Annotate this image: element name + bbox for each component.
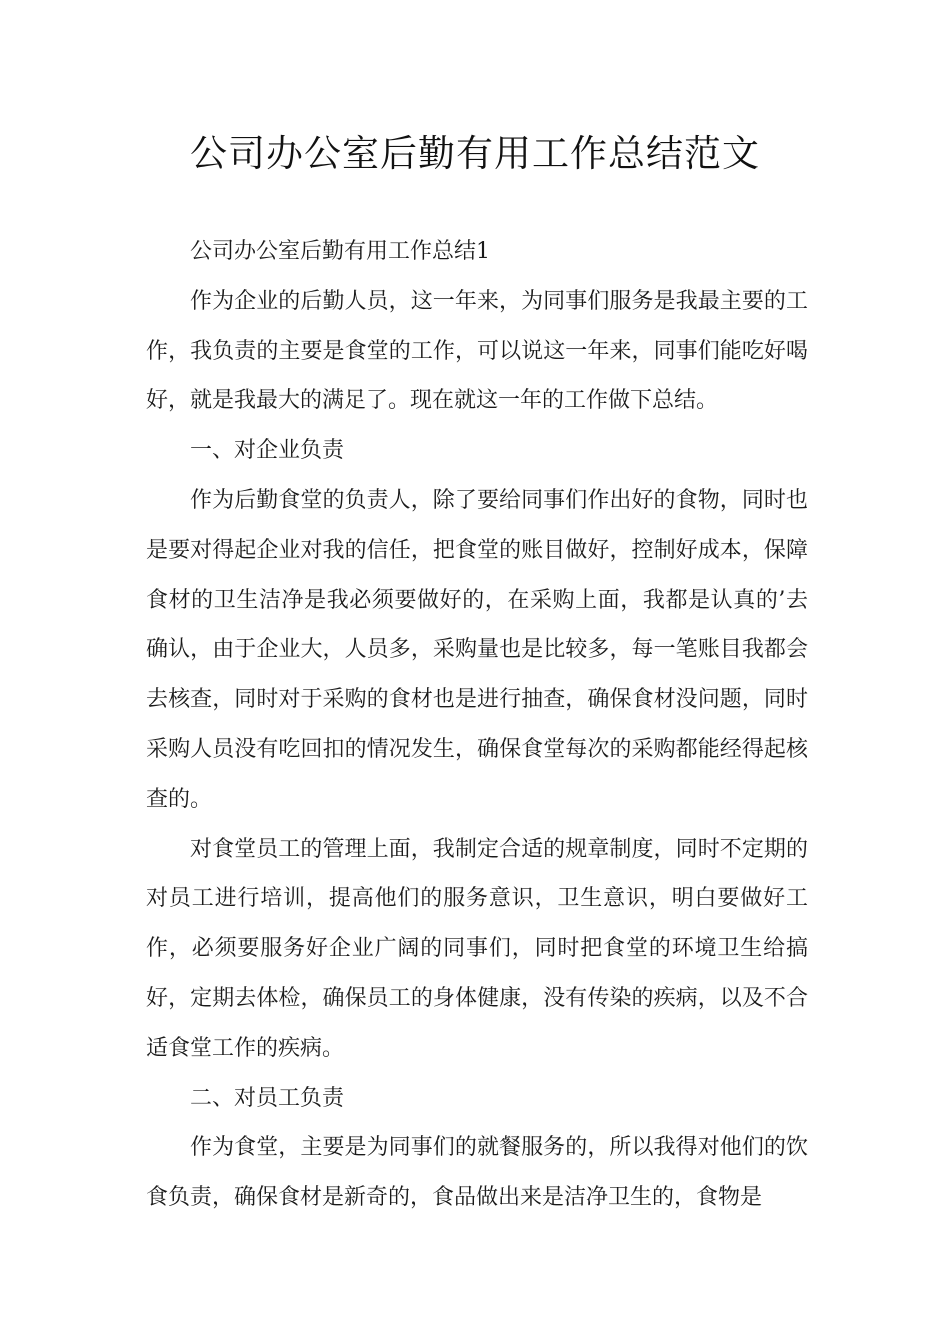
paragraph-heading-1: 一、对企业负责: [190, 438, 345, 464]
paragraph-body-1: 作为后勤食堂的负责人，除了要给同事们作出好的食物，同时也是要对得起企业对我的信任，把食堂的账目做好，控制好成本，保障食材的卫生洁净是我必须要做好的，在采购上面，我都是认真的’去确认，由于企业大，人员多，采购量也是比较多，每一笔账目我都会去核查，同时对于采购的食材也是进行抽查，确保食材没问题，同时采购人员没有吃回扣的情况发生，确保食堂每次的采购都能经得起核查的。: [146, 487, 808, 812]
paragraph-intro: 作为企业的后勤人员，这一年来，为同事们服务是我最主要的工作，我负责的主要是食堂的工作，可以说这一年来，同事们能吃好喝好，就是我最大的满足了。现在就这一年的工作做下总结。: [146, 288, 808, 414]
paragraph-body-3: 作为食堂，主要是为同事们的就餐服务的，所以我得对他们的饮食负责，确保食材是新奇的，食品做出来是洁净卫生的，食物是: [146, 1135, 808, 1211]
paragraph-section-heading: 公司办公室后勤有用工作总结1: [190, 239, 490, 264]
paragraph-heading-2: 二、对员工负责: [190, 1085, 345, 1111]
paragraph-body-2: 对食堂员工的管理上面，我制定合适的规章制度，同时不定期的对员工进行培训，提高他们的服务意识，卫生意识，明白要做好工作，必须要服务好企业广阔的同事们，同时把食堂的环境卫生给搞好，定期去体检，确保员工的身体健康，没有传染的疾病，以及不合适食堂工作的疾病。: [146, 836, 808, 1061]
document-title: 公司办公室后勤有用工作总结范文: [190, 132, 760, 175]
document-body: [146, 227, 808, 1223]
